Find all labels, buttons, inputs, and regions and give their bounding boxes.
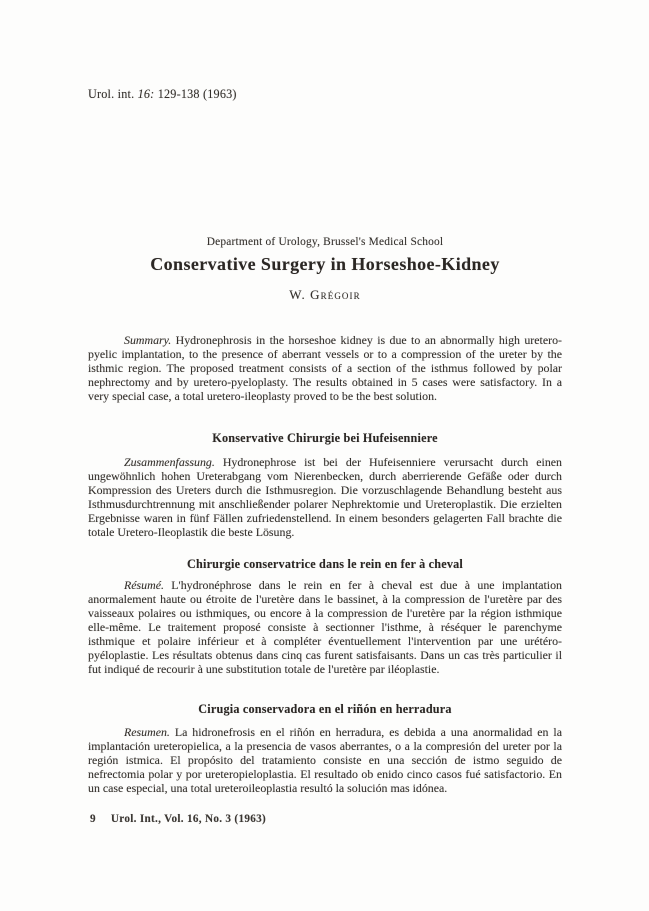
abstract-english-body: Hydronephrosis in the horseshoe kidney is due to an abnormally high uretero-pyelic implantation, to the presence of aberrant vessels or to a compression of the ureter by the isthmic region. The proposed treatment consists of a section of the isthmus followed by polar nephrectomy and by uretero-pyeloplasty. The results obtained in 5 cases were satisfactory. In a very special case, a total uretero-ileoplasty proved to be the best solution. bbox=[88, 333, 562, 403]
author-name: W. Grégoir bbox=[289, 287, 361, 302]
journal-pages-year: 129-138 (1963) bbox=[154, 87, 237, 101]
section-heading-french: Chirurgie conservatrice dans le rein en fer à cheval bbox=[187, 557, 463, 571]
footer-journal-citation: Urol. Int., Vol. 16, No. 3 (1963) bbox=[110, 813, 267, 825]
journal-volume: 16: bbox=[137, 87, 155, 101]
section-heading-german: Konservative Chirurgie bei Hufeisenniere bbox=[212, 431, 438, 445]
page-footer bbox=[90, 813, 266, 825]
abstract-french-label: Résumé. bbox=[124, 578, 164, 592]
printer-signature-number: 9 bbox=[90, 813, 96, 825]
abstract-spanish-body: La hidronefrosis en el riñón en herradura, es debida a una anormalidad en la implantación ureteropielica, a la presencia de vasos aberrantes, o a la compresión del ureter por la región istmica. El propósito del tratamiento consiste en una sección de istmo seguido de nefrectomia polar y por ureteropieloplastia. El resultado ob enido cinco casos fué satisfactorio. En un case especial, una total ureteroileoplastia resultó la solución mas idónea. bbox=[88, 725, 562, 795]
abstract-german-body: Hydronephrose ist bei der Hufeisenniere verursacht durch einen ungewöhnlich hohen Ureterabgang vom Nierenbecken, durch aberrierende Gefäße oder durch Kompression des Ureters durch die Isthmusregion. Die vorzuschlagende Behandlung besteht aus Isthmusdurchtrennung mit anschließender polarer Nephrektomie und Ureteroplastik. Die erzielten Ergebnisse waren in fünf Fällen zufriedenstellend. In einem besonders gelagerten Fall brachte die totale Uretero-Ileoplastik die beste Lösung. bbox=[88, 455, 562, 539]
article-title: Conservative Surgery in Horseshoe-Kidney bbox=[150, 254, 500, 274]
abstract-german bbox=[88, 455, 562, 539]
department-affiliation: Department of Urology, Brussel's Medical School bbox=[206, 236, 444, 248]
section-heading-spanish: Cirugia conservadora en el riñón en herradura bbox=[198, 702, 452, 716]
abstract-english-label: Summary. bbox=[124, 333, 172, 347]
journal-reference-prefix: Urol. int. bbox=[88, 87, 138, 101]
abstract-english bbox=[88, 333, 562, 403]
abstract-french bbox=[88, 578, 562, 676]
abstract-spanish bbox=[88, 725, 562, 795]
abstract-german-label: Zusammenfassung. bbox=[124, 455, 215, 469]
abstract-spanish-label: Resumen. bbox=[124, 725, 170, 739]
journal-reference bbox=[88, 87, 237, 102]
abstract-french-body: L'hydronéphrose dans le rein en fer à cheval est due à une implantation anormalement haute ou étroite de l'uretère dans le bassinet, à la compression de l'uretère par des vaisseaux polaires ou isthmiques, ou encore à la compression de l'uretère par la région isthmique elle-même. Le traitement proposé consiste à sectionner l'isthme, à réséquer le parenchyme isthmique et polaire inférieur et à compléter éventuellement l'intervention par une urétéro-pyéloplastie. Les résultats obtenus dans cinq cas furent satisfaisants. Dans un cas très particulier il fut indiqué de recourir à une substitution totale de l'uretère par iléoplastie. bbox=[88, 578, 562, 676]
